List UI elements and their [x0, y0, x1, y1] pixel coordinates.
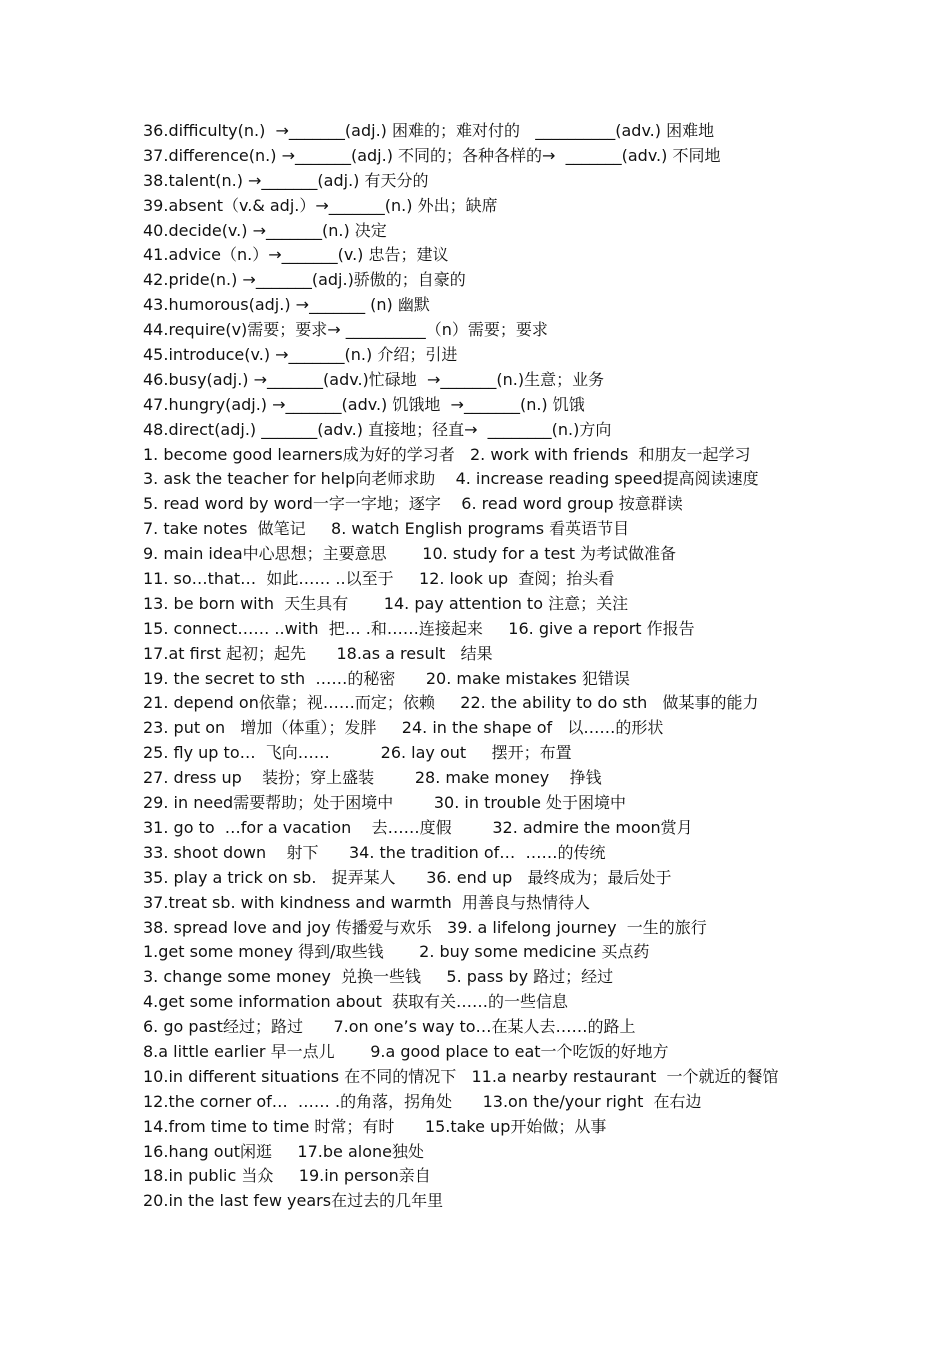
text-line: 37.treat sb. with kindness and warmth 用善良与热情待人 — [143, 892, 590, 912]
text-line: 23. put on 增加（体重）；发胖 24. in the shape of 以……的形状 — [143, 718, 664, 738]
text-line: 40.decide(v.) →_______(n.) 决定 — [143, 220, 387, 240]
text-line: 12.the corner of… …… .的角落，拐角处 13.on the/your right 在右边 — [143, 1091, 702, 1111]
text-line: 42.pride(n.) →_______(adj.)骄傲的；自豪的 — [143, 270, 466, 290]
text-line: 19. the secret to sth ……的秘密 20. make mistakes 犯错误 — [143, 668, 630, 688]
text-line: 29. in need需要帮助；处于困境中 30. in trouble 处于困境中 — [143, 793, 627, 813]
text-line: 15. connect…… ..with 把… .和……连接起来 16. give a report 作报告 — [143, 618, 695, 638]
text-line: 20.in the last few years在过去的几年里 — [143, 1191, 444, 1211]
text-line: 44.require(v)需要；要求→ __________（n）需要；要求 — [143, 320, 548, 340]
text-line: 43.humorous(adj.) →_______ (n) 幽默 — [143, 295, 430, 315]
text-line: 9. main idea中心思想；主要意思 10. study for a test 为考试做准备 — [143, 544, 677, 564]
text-line: 8.a little earlier 早一点儿 9.a good place to eat一个吃饭的好地方 — [143, 1041, 669, 1061]
text-line: 36.difficulty(n.) →_______(adj.) 困难的；难对付的 __________(adv.) 困难地 — [143, 121, 715, 140]
text-line: 37.difference(n.) →_______(adj.) 不同的；各种各样的→ _______(adv.) 不同地 — [143, 145, 721, 165]
text-line: 5. read word by word一字一字地；逐字 6. read word group 按意群读 — [143, 494, 683, 514]
vocabulary-list — [143, 119, 823, 1214]
text-line: 17.at first 起初；起先 18.as a result 结果 — [143, 643, 493, 663]
text-line: 47.hungry(adj.) →_______(adv.) 饥饿地 →_______(n.) 饥饿 — [143, 394, 585, 414]
text-line: 21. depend on依靠；视……而定；依赖 22. the ability to do sth 做某事的能力 — [143, 693, 759, 713]
text-line: 35. play a trick on sb. 捉弄某人 36. end up 最终成为；最后处于 — [143, 867, 672, 887]
text-line: 11. so…that… 如此…… ..以至于 12. look up 查阅；抬头看 — [143, 569, 615, 589]
text-line: 7. take notes 做笔记 8. watch English programs 看英语节目 — [143, 519, 630, 539]
text-line: 16.hang out闲逛 17.be alone独处 — [143, 1141, 424, 1161]
text-line: 3. change some money 兑换一些钱 5. pass by 路过；经过 — [143, 967, 614, 987]
text-line: 38.talent(n.) →_______(adj.) 有天分的 — [143, 170, 429, 190]
text-line: 1. become good learners成为好的学习者 2. work with friends 和朋友一起学习 — [143, 444, 751, 464]
text-line: 1.get some money 得到/取些钱 2. buy some medicine 买点药 — [143, 942, 650, 962]
text-line: 13. be born with 天生具有 14. pay attention to 注意；关注 — [143, 593, 629, 613]
text-line: 10.in different situations 在不同的情况下 11.a nearby restaurant 一个就近的餐馆 — [143, 1066, 779, 1086]
text-line: 31. go to …for a vacation 去……度假 32. admire the moon赏月 — [143, 817, 693, 837]
text-line: 25. fly up to… 飞向…… 26. lay out 摆开；布置 — [143, 743, 572, 763]
text-line: 27. dress up 装扮；穿上盛装 28. make money 挣钱 — [143, 768, 602, 788]
text-line: 14.from time to time 时常；有时 15.take up开始做；从事 — [143, 1116, 607, 1136]
text-line: 48.direct(adj.) _______(adv.) 直接地；径直→ ________(n.)方向 — [143, 419, 612, 439]
text-line: 18.in public 当众 19.in person亲自 — [143, 1166, 431, 1186]
text-line: 4.get some information about 获取有关……的一些信息 — [143, 992, 569, 1012]
text-line: 3. ask the teacher for help向老师求助 4. increase reading speed提高阅读速度 — [143, 469, 759, 489]
text-line: 41.advice（n.）→_______(v.) 忠告；建议 — [143, 245, 449, 265]
text-line: 39.absent（v.& adj.）→_______(n.) 外出；缺席 — [143, 195, 498, 215]
text-line: 33. shoot down 射下 34. the tradition of… ……的传统 — [143, 842, 606, 862]
text-line: 6. go past经过；路过 7.on one’s way to…在某人去……的路上 — [143, 1017, 636, 1037]
text-line: 45.introduce(v.) →_______(n.) 介绍；引进 — [143, 345, 458, 365]
text-line: 46.busy(adj.) →_______(adv.)忙碌地 →_______(n.)生意；业务 — [143, 369, 605, 389]
text-line: 38. spread love and joy 传播爱与欢乐 39. a lifelong journey 一生的旅行 — [143, 917, 707, 937]
